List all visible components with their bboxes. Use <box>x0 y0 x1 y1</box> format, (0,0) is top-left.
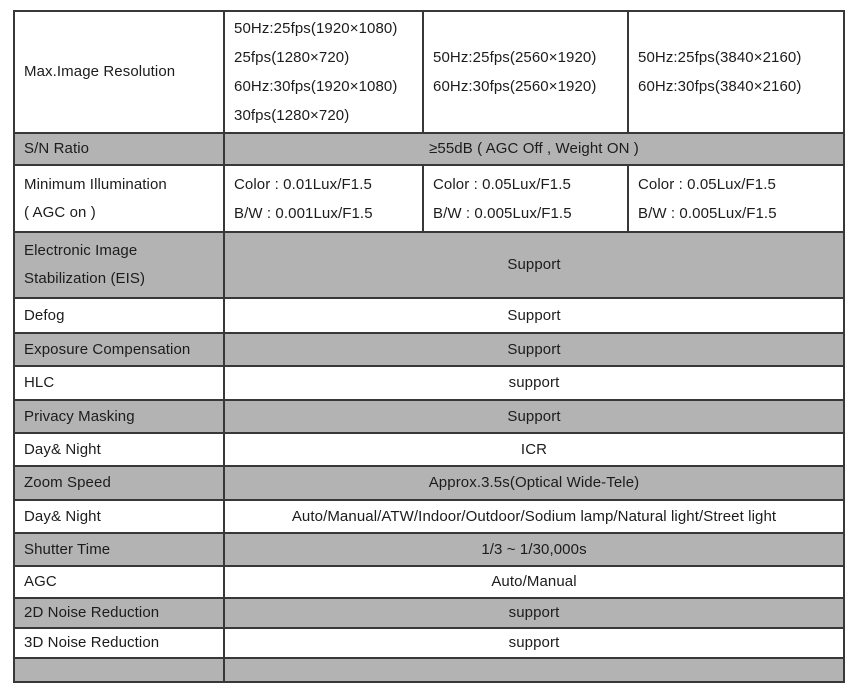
spec-value-cell <box>628 165 844 232</box>
table-row <box>14 628 844 658</box>
cell-line: 50Hz:25fps(2560×1920) <box>433 49 597 66</box>
table-row <box>14 500 844 533</box>
spec-label: Exposure Compensation <box>14 333 224 366</box>
spec-value: Auto/Manual <box>224 566 844 598</box>
table-row <box>14 598 844 628</box>
cell-line: Stabilization (EIS) <box>24 270 146 287</box>
spec-label: Max.Image Resolution <box>14 11 224 133</box>
spec-table <box>13 10 845 683</box>
cell-line: 60Hz:30fps(2560×1920) <box>433 78 597 95</box>
table-row <box>14 133 844 165</box>
spec-label: 3D Noise Reduction <box>14 628 224 658</box>
spec-label: Shutter Time <box>14 533 224 566</box>
table-row <box>14 333 844 366</box>
spec-value-cell <box>628 11 844 133</box>
cell-line: 30fps(1280×720) <box>234 107 350 124</box>
spec-label: Privacy Masking <box>14 400 224 433</box>
spec-value <box>224 658 844 682</box>
cell-line: 25fps(1280×720) <box>234 49 350 66</box>
spec-label: Day& Night <box>14 433 224 466</box>
cell-line: ( AGC on ) <box>24 203 96 221</box>
table-row <box>14 533 844 566</box>
spec-value: support <box>224 628 844 658</box>
spec-value: Auto/Manual/ATW/Indoor/Outdoor/Sodium lamp/Natural light/Street light <box>224 500 844 533</box>
spec-label <box>14 658 224 682</box>
table-row <box>14 658 844 682</box>
spec-label <box>14 165 224 232</box>
spec-value-cell <box>224 11 423 133</box>
spec-value: 1/3 ~ 1/30,000s <box>224 533 844 566</box>
cell-line: Color : 0.05Lux/F1.5 <box>638 175 776 193</box>
cell-line: Minimum Illumination <box>24 175 167 193</box>
spec-label: Defog <box>14 298 224 333</box>
cell-line: B/W : 0.001Lux/F1.5 <box>234 204 373 222</box>
spec-value: Approx.3.5s(Optical Wide-Tele) <box>224 466 844 500</box>
spec-label <box>14 232 224 298</box>
cell-line: Electronic Image <box>24 242 138 259</box>
table-row <box>14 566 844 598</box>
spec-label: S/N Ratio <box>14 133 224 165</box>
table-row <box>14 232 844 298</box>
cell-line: 50Hz:25fps(3840×2160) <box>638 49 802 66</box>
spec-value: Support <box>224 400 844 433</box>
spec-value: support <box>224 366 844 400</box>
cell-line: Color : 0.05Lux/F1.5 <box>433 175 571 193</box>
spec-label: HLC <box>14 366 224 400</box>
spec-value: Support <box>224 333 844 366</box>
spec-value: ≥55dB ( AGC Off , Weight ON ) <box>224 133 844 165</box>
cell-line: 50Hz:25fps(1920×1080) <box>234 20 398 37</box>
cell-line: B/W : 0.005Lux/F1.5 <box>638 204 777 222</box>
spec-label: Zoom Speed <box>14 466 224 500</box>
cell-line: Color : 0.01Lux/F1.5 <box>234 175 372 193</box>
table-row <box>14 400 844 433</box>
spec-label: 2D Noise Reduction <box>14 598 224 628</box>
spec-label: Day& Night <box>14 500 224 533</box>
cell-line: 60Hz:30fps(1920×1080) <box>234 78 398 95</box>
spec-value-cell <box>224 165 423 232</box>
cell-line: B/W : 0.005Lux/F1.5 <box>433 204 572 222</box>
table-row <box>14 466 844 500</box>
spec-value: Support <box>224 232 844 298</box>
cell-line: 60Hz:30fps(3840×2160) <box>638 78 802 95</box>
table-row <box>14 366 844 400</box>
spec-table-body <box>14 11 844 682</box>
spec-value: ICR <box>224 433 844 466</box>
spec-value: support <box>224 598 844 628</box>
spec-label: AGC <box>14 566 224 598</box>
table-row <box>14 11 844 133</box>
spec-value-cell <box>423 165 628 232</box>
table-row <box>14 433 844 466</box>
spec-value: Support <box>224 298 844 333</box>
spec-value-cell <box>423 11 628 133</box>
table-row <box>14 165 844 232</box>
table-row <box>14 298 844 333</box>
